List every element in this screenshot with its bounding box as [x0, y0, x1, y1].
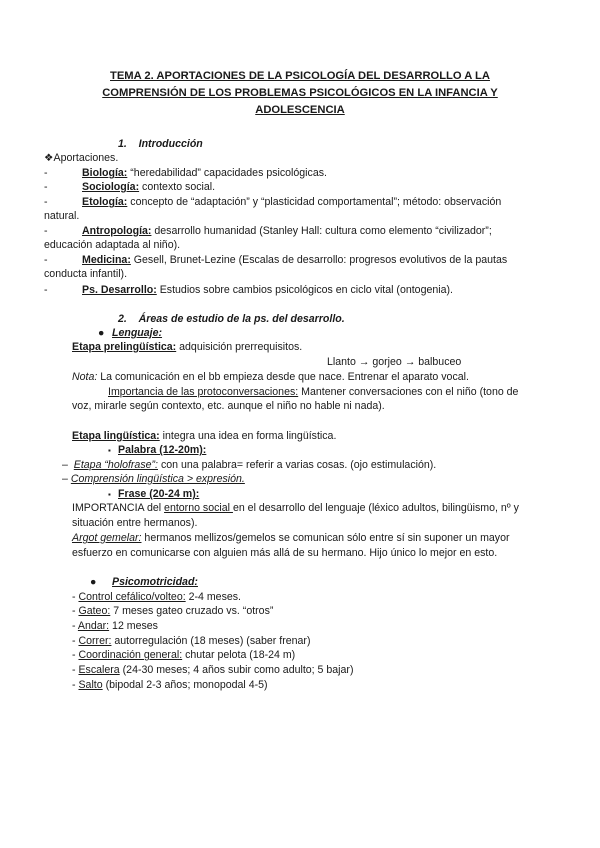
- etapa-prelinguistica: Etapa prelingüística: adquisición prerrequisitos.: [72, 341, 303, 353]
- importancia-entorno-cont: situación entre hermanos).: [72, 517, 198, 529]
- list-item: -: [44, 196, 48, 208]
- palabra-heading: ▪ Palabra (12-20m):: [108, 444, 207, 456]
- bullet-icon: ●: [98, 327, 105, 339]
- motor-item: - Andar: 12 meses: [72, 620, 158, 632]
- list-item-ps-desarrollo: Ps. Desarrollo: Estudios sobre cambios psicológicos en ciclo vital (ontogenia).: [82, 284, 453, 296]
- list-item-biologia: Biología: “heredabilidad” capacidades psicológicas.: [82, 167, 327, 179]
- bullet-icon: ▪: [108, 490, 111, 499]
- section-2-title: Áreas de estudio de la ps. del desarrollo.: [138, 313, 345, 325]
- lenguaje-heading: ● Lenguaje:: [98, 327, 163, 339]
- motor-item: - Coordinación general: chutar pelota (18-24 m): [72, 649, 296, 661]
- list-item-antropologia: Antropología: desarrollo humanidad (Stanley Hall: cultura como elemento “civilizador”;: [82, 225, 492, 237]
- list-item: -: [44, 225, 48, 237]
- list-item-etologia-cont: natural.: [44, 210, 80, 222]
- frase-heading: ▪ Frase (20-24 m):: [108, 488, 200, 500]
- comprension: – Comprensión lingüística > expresión.: [62, 473, 245, 485]
- bullet-icon: ●: [90, 576, 97, 588]
- section-1-number: 1.: [118, 138, 127, 150]
- argot-gemelar: Argot gemelar: hermanos mellizos/gemelos se comunican sólo entre sí sin suponer un mayor: [72, 532, 510, 544]
- holofrase: – Etapa “holofrase”: con una palabra= referir a varias cosas. (ojo estimulación).: [62, 459, 437, 471]
- section-1-title: Introducción: [138, 138, 203, 150]
- protoconversaciones-cont: voz, mirarle según contexto, etc. aunque el niño no hable ni nada).: [72, 400, 385, 412]
- list-item-medicina: Medicina: Gesell, Brunet-Lezine (Escalas de desarrollo: progresos evolutivos de la pautas: [82, 254, 508, 266]
- nota: Nota: La comunicación en el bb empieza desde que nace. Entrenar el aparato vocal.: [72, 371, 469, 383]
- title-line-1: TEMA 2. APORTACIONES DE LA PSICOLOGÍA DEL DESARROLLO A LA: [110, 70, 490, 82]
- list-item-sociologia: Sociología: contexto social.: [82, 181, 216, 193]
- title-line-2: COMPRENSIÓN DE LOS PROBLEMAS PSICOLÓGICOS EN LA INFANCIA Y: [102, 87, 498, 99]
- title-line-3: ADOLESCENCIA: [255, 104, 345, 116]
- section-2-number: 2.: [118, 313, 127, 325]
- importancia-entorno: IMPORTANCIA del entorno social en el desarrollo del lenguaje (léxico adultos, bilingüismo, nº y: [72, 502, 519, 514]
- argot-gemelar-cont: esfuerzo en comunicarse con alguien más allá de su hermano. Hijo único lo mejor en esto.: [72, 547, 498, 559]
- aportaciones-label: ❖Aportaciones.: [44, 152, 119, 164]
- motor-item: - Control cefálico/volteo: 2-4 meses.: [72, 591, 241, 603]
- etapa-linguistica: Etapa lingüística: integra una idea en forma lingüística.: [72, 430, 337, 442]
- motor-item: - Gateo: 7 meses gateo cruzado vs. “otros”: [72, 605, 274, 617]
- section-1-heading: [118, 137, 203, 151]
- section-2-heading: [118, 312, 345, 326]
- motor-item: - Escalera (24-30 meses; 4 años subir como adulto; 5 bajar): [72, 664, 354, 676]
- bullet-icon: ▪: [108, 446, 111, 455]
- list-item: -: [44, 181, 48, 193]
- document-title: [60, 68, 540, 119]
- list-item-etologia: Etología: concepto de “adaptación” y “plasticidad comportamental”; método: observación: [82, 196, 502, 208]
- protoconversaciones: Importancia de las protoconversaciones: Mantener conversaciones con el niño (tono de: [108, 386, 519, 398]
- list-item-medicina-cont: conducta infantil).: [44, 268, 128, 280]
- list-item: -: [44, 284, 48, 296]
- psicomotricidad-heading: ● Psicomotricidad:: [90, 576, 198, 588]
- llanto-sequence: Llanto → gorjeo → balbuceo: [327, 356, 462, 368]
- list-item-antropologia-cont: educación adaptada al niño).: [44, 239, 181, 251]
- motor-item: - Correr: autorregulación (18 meses) (saber frenar): [72, 635, 311, 647]
- list-item: -: [44, 254, 48, 266]
- motor-item: - Salto (bipodal 2-3 años; monopodal 4-5): [72, 679, 268, 691]
- list-item: -: [44, 167, 48, 179]
